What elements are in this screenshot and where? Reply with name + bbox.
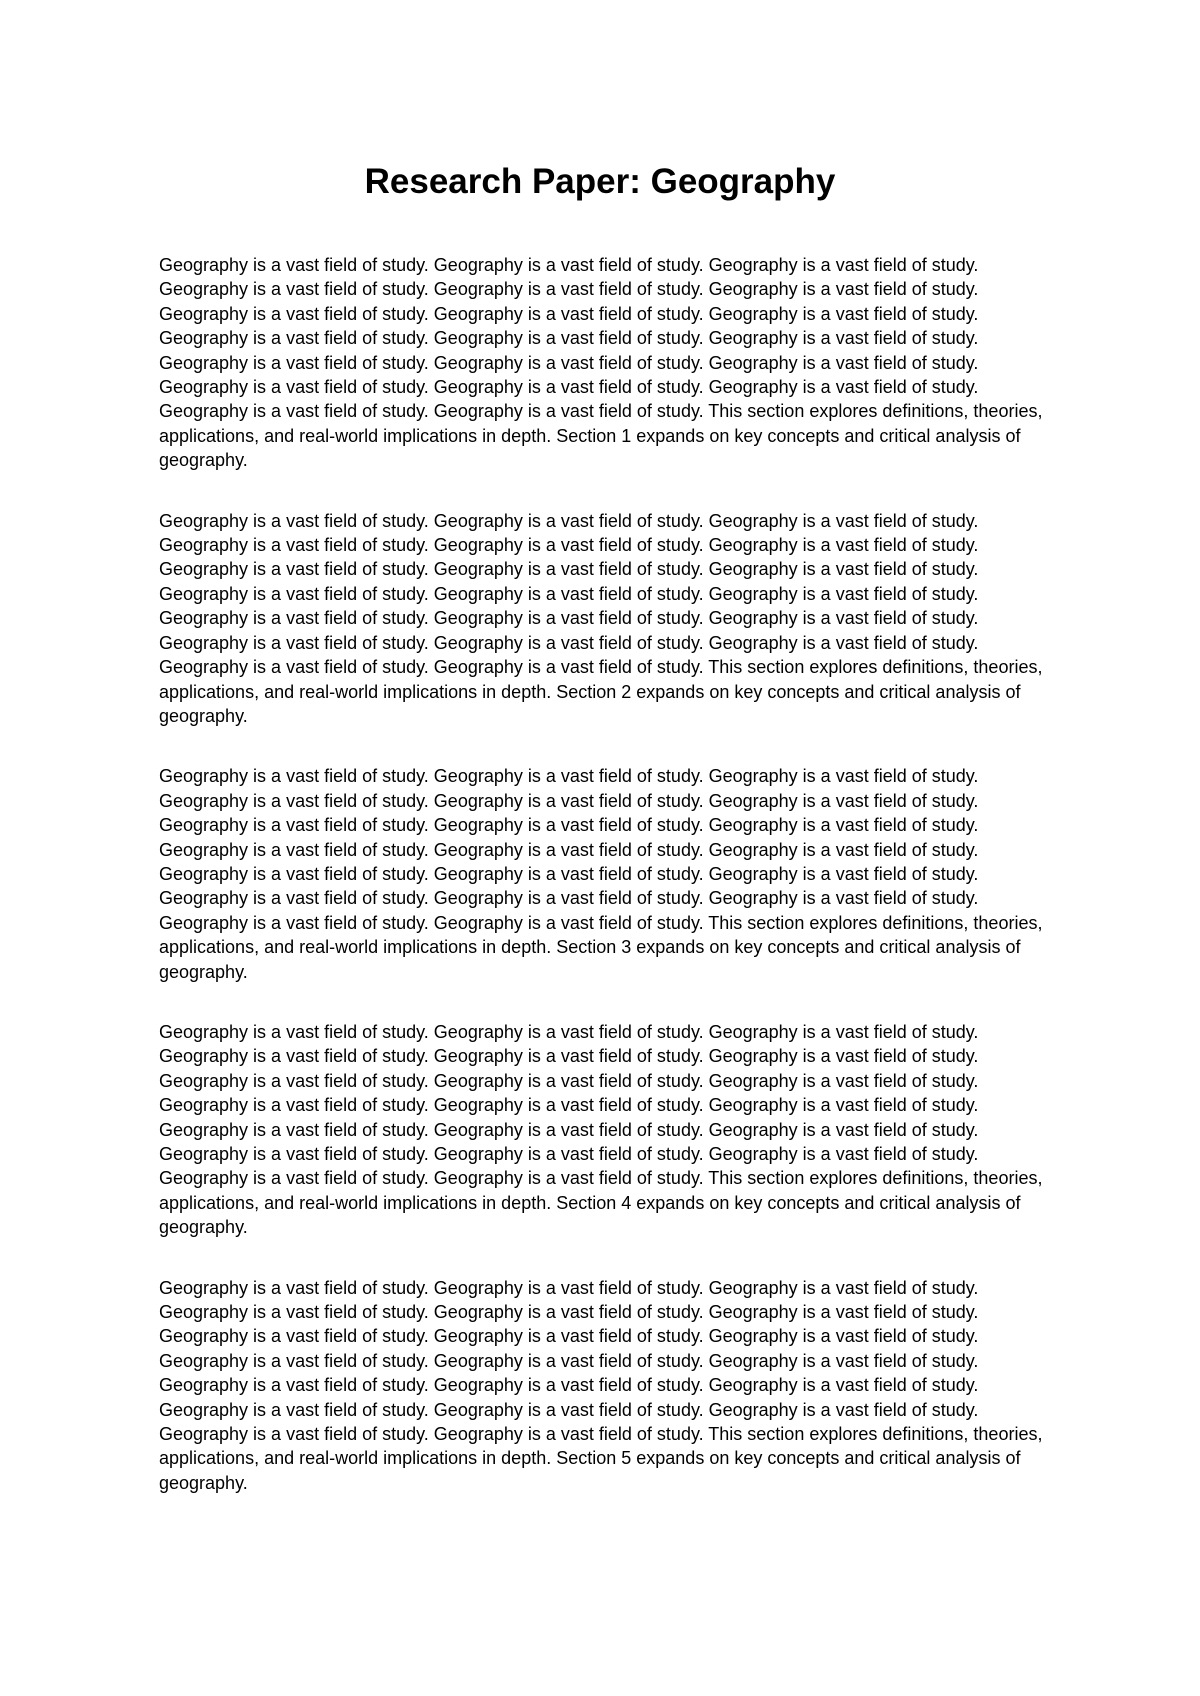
paragraph-section-3: Geography is a vast field of study. Geography is a vast field of study. Geography is a vast field of study. Geography is a vast field of study. Geography is a vast field of study. Geography is a vast field of study. Geography is a vast field of study. Geography is a vast field of study. Geography is a vast field of study. Geography is a vast field of study. Geography is a vast field of study. Geography is a vast field of study. Geography is a vast field of study. Geography is a vast field of study. Geography is a vast field of study. Geography is a vast field of study. Geography is a vast field of study. Geography is a vast field of study. Geography is a vast field of study. Geography is a vast field of study. This section explores definitions, theories, applications, and real-world implications in depth. Section 3 expands on key concepts and critical analysis of geography. (159, 766, 1043, 982)
paragraph-section-1: Geography is a vast field of study. Geography is a vast field of study. Geography is a vast field of study. Geography is a vast field of study. Geography is a vast field of study. Geography is a vast field of study. Geography is a vast field of study. Geography is a vast field of study. Geography is a vast field of study. Geography is a vast field of study. Geography is a vast field of study. Geography is a vast field of study. Geography is a vast field of study. Geography is a vast field of study. Geography is a vast field of study. Geography is a vast field of study. Geography is a vast field of study. Geography is a vast field of study. Geography is a vast field of study. Geography is a vast field of study. This section explores definitions, theories, applications, and real-world implications in depth. Section 1 expands on key concepts and critical analysis of geography. (159, 255, 1043, 471)
paragraph-section-4: Geography is a vast field of study. Geography is a vast field of study. Geography is a vast field of study. Geography is a vast field of study. Geography is a vast field of study. Geography is a vast field of study. Geography is a vast field of study. Geography is a vast field of study. Geography is a vast field of study. Geography is a vast field of study. Geography is a vast field of study. Geography is a vast field of study. Geography is a vast field of study. Geography is a vast field of study. Geography is a vast field of study. Geography is a vast field of study. Geography is a vast field of study. Geography is a vast field of study. Geography is a vast field of study. Geography is a vast field of study. This section explores definitions, theories, applications, and real-world implications in depth. Section 4 expands on key concepts and critical analysis of geography. (159, 1021, 1043, 1238)
paragraph-section-2: Geography is a vast field of study. Geography is a vast field of study. Geography is a vast field of study. Geography is a vast field of study. Geography is a vast field of study. Geography is a vast field of study. Geography is a vast field of study. Geography is a vast field of study. Geography is a vast field of study. Geography is a vast field of study. Geography is a vast field of study. Geography is a vast field of study. Geography is a vast field of study. Geography is a vast field of study. Geography is a vast field of study. Geography is a vast field of study. Geography is a vast field of study. Geography is a vast field of study. Geography is a vast field of study. Geography is a vast field of study. This section explores definitions, theories, applications, and real-world implications in depth. Section 2 expands on key concepts and critical analysis of geography. (159, 510, 1043, 726)
document-body (159, 253, 1063, 1531)
page-title: Research Paper: Geography (364, 162, 836, 201)
paragraph-section-5: Geography is a vast field of study. Geography is a vast field of study. Geography is a vast field of study. Geography is a vast field of study. Geography is a vast field of study. Geography is a vast field of study. Geography is a vast field of study. Geography is a vast field of study. Geography is a vast field of study. Geography is a vast field of study. Geography is a vast field of study. Geography is a vast field of study. Geography is a vast field of study. Geography is a vast field of study. Geography is a vast field of study. Geography is a vast field of study. Geography is a vast field of study. Geography is a vast field of study. Geography is a vast field of study. Geography is a vast field of study. This section explores definitions, theories, applications, and real-world implications in depth. Section 5 expands on key concepts and critical analysis of geography. (159, 1277, 1043, 1493)
